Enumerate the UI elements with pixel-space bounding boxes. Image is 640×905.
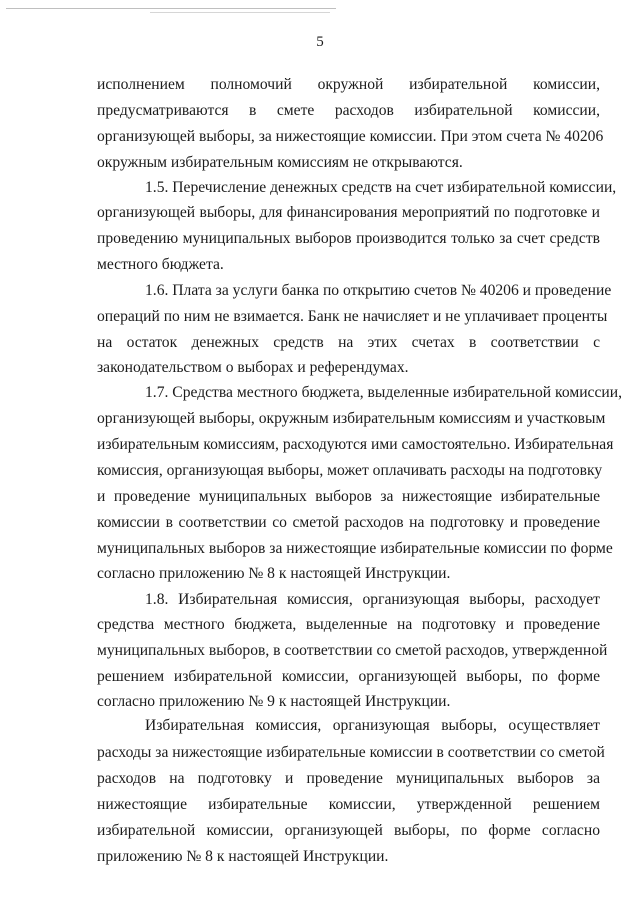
text-line: приложению № 8 к настоящей Инструкции.: [97, 848, 389, 865]
scan-artifact-line: [6, 8, 336, 9]
text-line: 1.6. Плата за услуги банка по открытию счетов № 40206 и проведение: [145, 282, 612, 299]
text-line: предусматриваются в смете расходов избирательной комиссии,: [97, 102, 600, 119]
text-line: организующей выборы, за нижестоящие комиссии. При этом счета № 40206: [97, 128, 604, 145]
page-number: 5: [316, 34, 324, 50]
text-line: 1.7. Средства местного бюджета, выделенные избирательной комиссии,: [145, 384, 622, 401]
text-line: комиссии в соответствии со сметой расходов на подготовку и проведение: [97, 514, 600, 531]
text-line: избирательным комиссиям, расходуются ими самостоятельно. Избирательная: [97, 436, 614, 453]
text-line: решением избирательной комиссии, организующей выборы, по форме: [97, 668, 600, 685]
text-line: организующей выборы, для финансирования мероприятий по подготовке и: [97, 204, 600, 221]
text-line: избирательной комиссии, организующей выборы, по форме согласно: [97, 822, 600, 839]
text-line: окружным избирательным комиссиям не открываются.: [97, 154, 463, 171]
text-line: согласно приложению № 9 к настоящей Инструкции.: [97, 693, 451, 710]
text-line: муниципальных выборов за нижестоящие избирательные комиссии по форме: [97, 540, 613, 557]
text-line: и проведение муниципальных выборов за нижестоящие избирательные: [97, 488, 600, 505]
text-line: 1.5. Перечисление денежных средств на счет избирательной комиссии,: [145, 179, 617, 196]
text-line: местного бюджета.: [97, 256, 224, 273]
text-line: проведению муниципальных выборов производится только за счет средств: [97, 230, 600, 247]
text-line: организующей выборы, окружным избирательным комиссиям и участковым: [97, 410, 606, 427]
text-line: расходов на подготовку и проведение муниципальных выборов за: [97, 770, 600, 787]
text-line: согласно приложению № 8 к настоящей Инструкции.: [97, 565, 451, 582]
text-line: расходы за нижестоящие избирательные комиссии в соответствии со сметой: [97, 744, 605, 761]
text-line: исполнением полномочий окружной избирательной комиссии,: [97, 76, 600, 93]
text-line: законодательством о выборах и референдумах.: [97, 359, 409, 376]
text-line: муниципальных выборов, в соответствии со сметой расходов, утвержденной: [97, 642, 608, 659]
text-line: средства местного бюджета, выделенные на подготовку и проведение: [97, 616, 600, 633]
text-line: Избирательная комиссия, организующая выборы, осуществляет: [145, 717, 600, 734]
scan-artifact-line: [150, 12, 330, 13]
text-line: операций по ним не взимается. Банк не начисляет и не уплачивает проценты: [97, 308, 608, 325]
text-line: на остаток денежных средств на этих счетах в соответствии с: [97, 334, 600, 351]
text-line: 1.8. Избирательная комиссия, организующая выборы, расходует: [145, 591, 600, 608]
text-line: нижестоящие избирательные комиссии, утвержденной решением: [97, 796, 600, 813]
text-line: комиссия, организующая выборы, может оплачивать расходы на подготовку: [97, 462, 603, 479]
